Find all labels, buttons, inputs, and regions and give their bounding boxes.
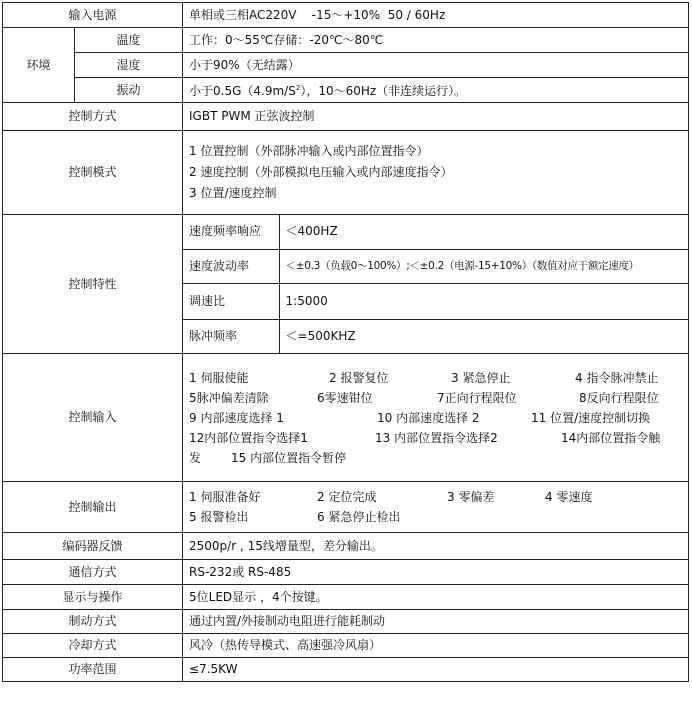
label-encoder: 编码器反馈 [3,533,183,560]
control-input-item: 9 内部速度选择 1 [189,410,284,425]
control-characteristics-subtable [183,215,688,353]
control-input-item: 6零速钳位 [317,390,373,405]
control-output-item: 5 报警检出 [189,510,249,524]
control-input-line [189,368,682,388]
row-encoder [3,533,689,560]
label-power-range: 功率范围 [3,658,183,682]
control-output-item: 6 紧急停止检出 [317,510,401,524]
control-input-line [189,448,682,468]
control-input-item: 4 指令脉冲禁止 [575,370,659,385]
vibration-superscript: 2 [295,84,301,92]
row-braking [3,610,689,634]
control-output-line [189,487,682,507]
control-input-item: 8反向行程限位 [579,390,659,405]
row-control-characteristics [3,215,689,354]
char-value: ＜400HZ [285,224,338,239]
char-row [183,319,688,353]
vibration-text-a: 小于0.5G（4.9m/S [189,84,296,98]
label-control-characteristics: 控制特性 [3,215,183,354]
control-output-item: 2 定位完成 [317,490,377,504]
value-temperature: 工作：0～55℃存储：-20℃～80℃ [183,28,689,53]
row-vibration [3,78,689,103]
control-input-item: 11 位置/速度控制切换 [531,410,651,425]
control-mode-item: 3 位置/速度控制 [189,186,277,200]
control-input-item: 14内部位置指令触 [561,430,661,445]
control-output-line [189,507,682,527]
char-key: 脉冲频率 [183,319,279,353]
control-output-item: 4 零速度 [545,490,593,504]
row-temperature [3,28,689,53]
char-row [183,215,688,249]
label-humidity: 湿度 [75,53,183,78]
row-cooling [3,634,689,658]
row-control-input [3,354,689,482]
char-value: 1:5000 [279,283,688,319]
control-mode-item: 1 位置控制（外部脉冲输入或内部位置指令） [189,144,429,158]
char-row [183,283,688,319]
control-output-item: 1 伺服准备好 [189,490,261,504]
value-power-range: ≤7.5KW [183,658,689,682]
label-communication: 通信方式 [3,560,183,585]
row-communication [3,560,689,585]
control-input-item: 5脉冲偏差清除 [189,390,269,405]
value-control-input [183,354,689,482]
control-input-item: 2 报警复位 [329,370,389,385]
control-input-item: 7正向行程限位 [437,390,517,405]
control-mode-item: 2 速度控制（外部模拟电压输入或内部速度指令） [189,165,453,179]
char-value: ＜=500KHZ [279,319,688,353]
row-humidity [3,53,689,78]
value-control-mode [183,131,689,215]
label-display: 显示与操作 [3,585,183,610]
value-braking: 通过内置/外接制动电阻进行能耗制动 [183,610,689,634]
control-characteristics-table [183,215,689,354]
char-key: 速度频率响应 [183,215,279,249]
row-control-mode [3,131,689,215]
vibration-text-b: ），10～60Hz（非连续运行）。 [300,84,467,98]
control-input-line [189,388,682,408]
value-communication: RS-232或 RS-485 [183,560,689,585]
value-control-output [183,482,689,533]
char-value: ＜±0.3（负载0～100%）;＜±0.2（电源-15+10%）（数值对应于额定速度） [279,249,688,283]
label-environment: 环境 [3,28,75,103]
row-control-method [3,103,689,131]
label-control-output: 控制输出 [3,482,183,533]
control-input-item: 3 紧急停止 [451,370,511,385]
spec-table [2,2,689,682]
row-input-power [3,3,689,28]
value-control-method: IGBT PWM 正弦波控制 [183,103,689,131]
row-power-range [3,658,689,682]
char-row [183,249,688,283]
control-input-line [189,428,682,448]
label-braking: 制动方式 [3,610,183,634]
label-cooling: 冷却方式 [3,634,183,658]
char-key: 速度波动率 [183,249,279,283]
char-key: 调速比 [183,283,279,319]
value-cooling: 风冷（热传导模式、高速强冷风扇） [183,634,689,658]
value-vibration [183,78,689,103]
value-encoder: 2500p/r , 15线增量型，差分输出。 [183,533,689,560]
label-control-input: 控制输入 [3,354,183,482]
label-input-power: 输入电源 [3,3,183,28]
control-input-item: 10 内部速度选择 2 [377,410,480,425]
value-display: 5位LED显示 ，4个按键。 [183,585,689,610]
control-input-line [189,408,682,428]
label-vibration: 振动 [75,78,183,103]
row-control-output [3,482,689,533]
control-input-item: 1 伺服使能 [189,370,249,385]
row-display [3,585,689,610]
label-control-method: 控制方式 [3,103,183,131]
control-input-item: 发 [189,450,202,465]
control-input-item: 15 内部位置指令暂停 [231,450,347,465]
label-control-mode: 控制模式 [3,131,183,215]
value-input-power: 单相或三相AC220V -15～+10% 50 / 60Hz [183,3,689,28]
value-humidity: 小于90%（无结露） [183,53,689,78]
control-output-item: 3 零偏差 [447,490,495,504]
control-input-item: 12内部位置指令选择1 [189,430,308,445]
label-temperature: 温度 [75,28,183,53]
control-input-item: 13 内部位置指令选择2 [375,430,498,445]
